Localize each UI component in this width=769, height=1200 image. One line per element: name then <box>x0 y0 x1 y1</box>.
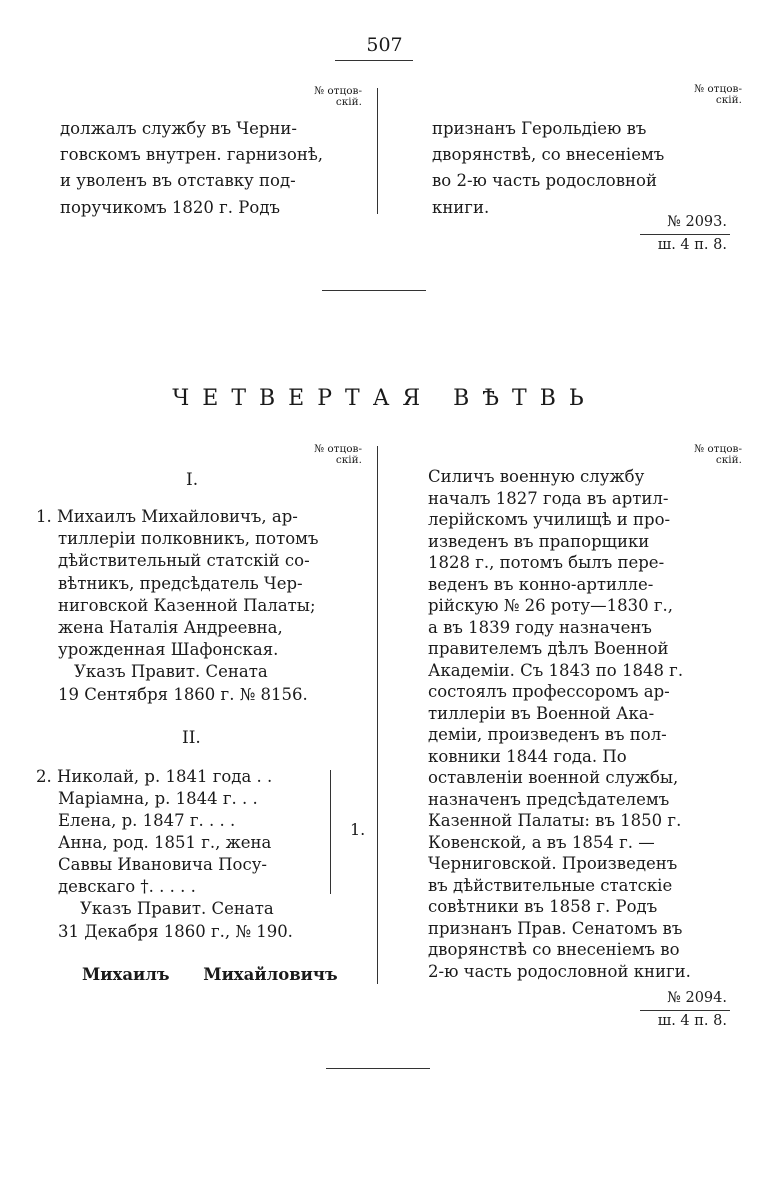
text-line: дворянствѣ со внесеніемъ во <box>428 940 680 959</box>
text-line: урожденная Шафонская. <box>58 640 279 660</box>
text-line: 1828 г., потомъ былъ пере- <box>428 553 665 572</box>
entry-2-text <box>36 766 272 898</box>
text-line: книги. <box>432 197 490 217</box>
text-line: во 2-ю часть родословной <box>432 171 657 191</box>
text-line: изведенъ въ прапорщики <box>428 531 650 551</box>
text-line: признанъ Герольдіею въ <box>432 119 647 138</box>
text-line: тиллеріи въ Военной Ака- <box>428 703 655 723</box>
column-note-top-left: № отцов- скій. <box>314 85 362 108</box>
top-right-text <box>432 116 664 221</box>
text-line: ниговской Казенной Палаты; <box>58 595 316 615</box>
text-line: Указъ Правит. Сената <box>80 899 274 918</box>
sibling-brace <box>330 770 331 894</box>
text-line: Черниговской. Произведенъ <box>428 854 678 873</box>
text-line: Анна, род. 1851 г., жена <box>58 833 272 852</box>
entry-2-note: 1. <box>350 820 366 839</box>
reference-number-top: № 2093. <box>667 214 727 230</box>
text-line: жена Наталія Андреевна, <box>58 618 283 638</box>
reference-rule-bottom <box>640 1010 730 1011</box>
text-line: а въ 1839 году назначенъ <box>428 617 652 637</box>
text-line: Саввы Ивановича Посу- <box>58 855 267 874</box>
text-line: дворянствѣ, со внесеніемъ <box>432 145 665 165</box>
text-line: началъ 1827 года въ артил- <box>428 488 669 508</box>
text-line: Академіи. Съ 1843 по 1848 г. <box>428 660 684 680</box>
reference-location-bottom: ш. 4 п. 8. <box>657 1013 727 1029</box>
text-line: Ковенской, а въ 1854 г. — <box>428 832 655 852</box>
top-left-text <box>60 116 323 221</box>
text-line: поручикомъ 1820 г. Родъ <box>60 197 280 217</box>
text-line: ковники 1844 года. По <box>428 746 627 766</box>
reference-rule-top <box>640 234 730 235</box>
text-line: признанъ Прав. Сенатомъ въ <box>428 918 683 938</box>
text-line: назначенъ предсѣдателемъ <box>428 789 670 809</box>
column-divider-top <box>377 88 378 214</box>
text-line: говскомъ внутрен. гарнизонѣ, <box>60 145 324 165</box>
reference-number-bottom: № 2094. <box>667 990 727 1006</box>
text-line: Указъ Правит. Сената <box>74 662 268 682</box>
section-heading: ЧЕТВЕРТАЯ ВѢТВЬ <box>172 386 597 411</box>
text-line: Силичъ военную службу <box>428 467 645 486</box>
page-end-divider <box>326 1068 430 1069</box>
text-line: 1. Михаилъ Михайловичъ, ар- <box>36 507 298 526</box>
text-line: 2-ю часть родословной книги. <box>428 961 691 981</box>
text-line: 2. Николай, р. 1841 года . . <box>36 767 273 786</box>
page-number: 507 <box>366 34 403 56</box>
text-line: должалъ службу въ Черни- <box>60 119 297 138</box>
column-note-top-right: № отцов- скій. <box>694 83 742 106</box>
continuation-name: Михаилъ Михайловичъ <box>82 965 338 984</box>
text-line: вѣтникъ, предсѣдатель Чер- <box>58 573 303 593</box>
text-line: 31 Декабря 1860 г., № 190. <box>58 921 293 941</box>
generation-1-heading: I. <box>186 470 199 490</box>
text-line: Маріамна, р. 1844 г. . . <box>58 789 258 808</box>
text-line: въ дѣйствительные статскіе <box>428 875 673 895</box>
column-divider <box>377 446 378 984</box>
column-note-left: № отцов- скій. <box>314 443 362 466</box>
text-line: деміи, произведенъ въ пол- <box>428 725 667 744</box>
text-line: оставленіи военной службы, <box>428 768 679 787</box>
text-line: тиллеріи полковникъ, потомъ <box>58 529 319 549</box>
text-line: Казенной Палаты: въ 1850 г. <box>428 811 682 830</box>
text-line: Елена, р. 1847 г. . . . <box>58 811 236 830</box>
text-line: рійскую № 26 роту—1830 г., <box>428 596 674 615</box>
right-column-text <box>428 466 691 982</box>
text-line: правителемъ дѣлъ Военной <box>428 639 669 658</box>
column-note-right: № отцов- скій. <box>694 443 742 466</box>
page-number-rule <box>335 60 413 61</box>
text-line: состоялъ профессоромъ ар- <box>428 682 670 701</box>
reference-location-top: ш. 4 п. 8. <box>657 237 727 253</box>
text-line: лерійскомъ училищѣ и про- <box>428 510 671 529</box>
section-divider <box>322 290 426 291</box>
text-line: и уволенъ въ отставку под- <box>60 171 296 191</box>
entry-1-text <box>36 506 319 706</box>
text-line: веденъ въ конно-артилле- <box>428 574 654 594</box>
text-line: дѣйствительный статскій со- <box>58 551 310 571</box>
text-line: девскаго †. . . . . <box>58 877 196 896</box>
text-line: совѣтники въ 1858 г. Родъ <box>428 897 658 916</box>
text-line: 19 Сентября 1860 г. № 8156. <box>58 684 308 704</box>
generation-2-heading: II. <box>182 728 201 748</box>
entry-2-decree <box>58 898 293 943</box>
